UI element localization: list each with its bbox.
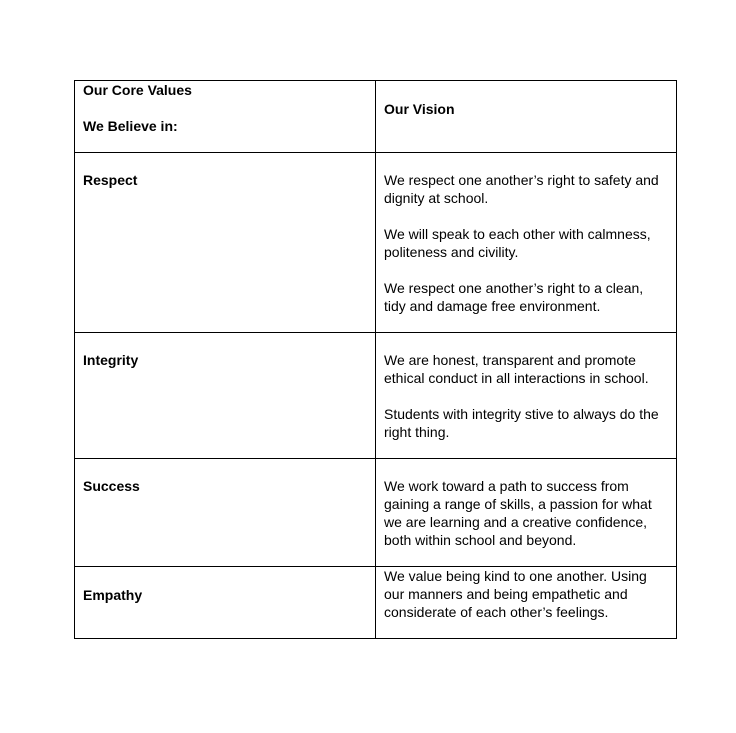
core-values-table (74, 80, 677, 639)
vision-paragraph: We are honest, transparent and promote ethical conduct in all interactions in school. (384, 352, 649, 386)
vision-paragraph: We work toward a path to success from gaining a range of skills, a passion for what we are learning and a creative confidence, both within school and beyond. (384, 478, 652, 548)
vision-cell (376, 153, 677, 333)
header-spacer (83, 99, 367, 117)
vision-paragraph: We will speak to each other with calmness, politeness and civility. (384, 226, 651, 260)
value-name-respect: Respect (83, 172, 138, 188)
value-name-cell (75, 567, 376, 639)
vision-paragraph: We value being kind to one another. Using our manners and being empathetic and considerate of each other’s feelings. (384, 568, 647, 620)
vision-title: Our Vision (384, 100, 455, 117)
vision-cell (376, 333, 677, 459)
vision-cell (376, 459, 677, 567)
value-name-success: Success (83, 478, 140, 494)
table-row (75, 333, 677, 459)
core-values-title: Our Core Values (83, 82, 192, 98)
value-name-cell (75, 153, 376, 333)
vision-paragraph: We respect one another’s right to a clean, tidy and damage free environment. (384, 280, 644, 314)
table-header-row (75, 81, 677, 153)
header-vision-cell (376, 81, 677, 153)
value-name-empathy: Empathy (83, 586, 143, 603)
vision-paragraph: Students with integrity stive to always do the right thing. (384, 406, 659, 440)
value-name-integrity: Integrity (83, 352, 139, 368)
header-core-values-cell (75, 81, 376, 153)
table-row (75, 567, 677, 639)
value-name-cell (75, 459, 376, 567)
value-name-cell (75, 333, 376, 459)
vision-cell (376, 567, 677, 639)
believe-label: We Believe in: (83, 118, 178, 134)
vision-paragraph: We respect one another’s right to safety and dignity at school. (384, 172, 659, 206)
table-row (75, 153, 677, 333)
table-row (75, 459, 677, 567)
